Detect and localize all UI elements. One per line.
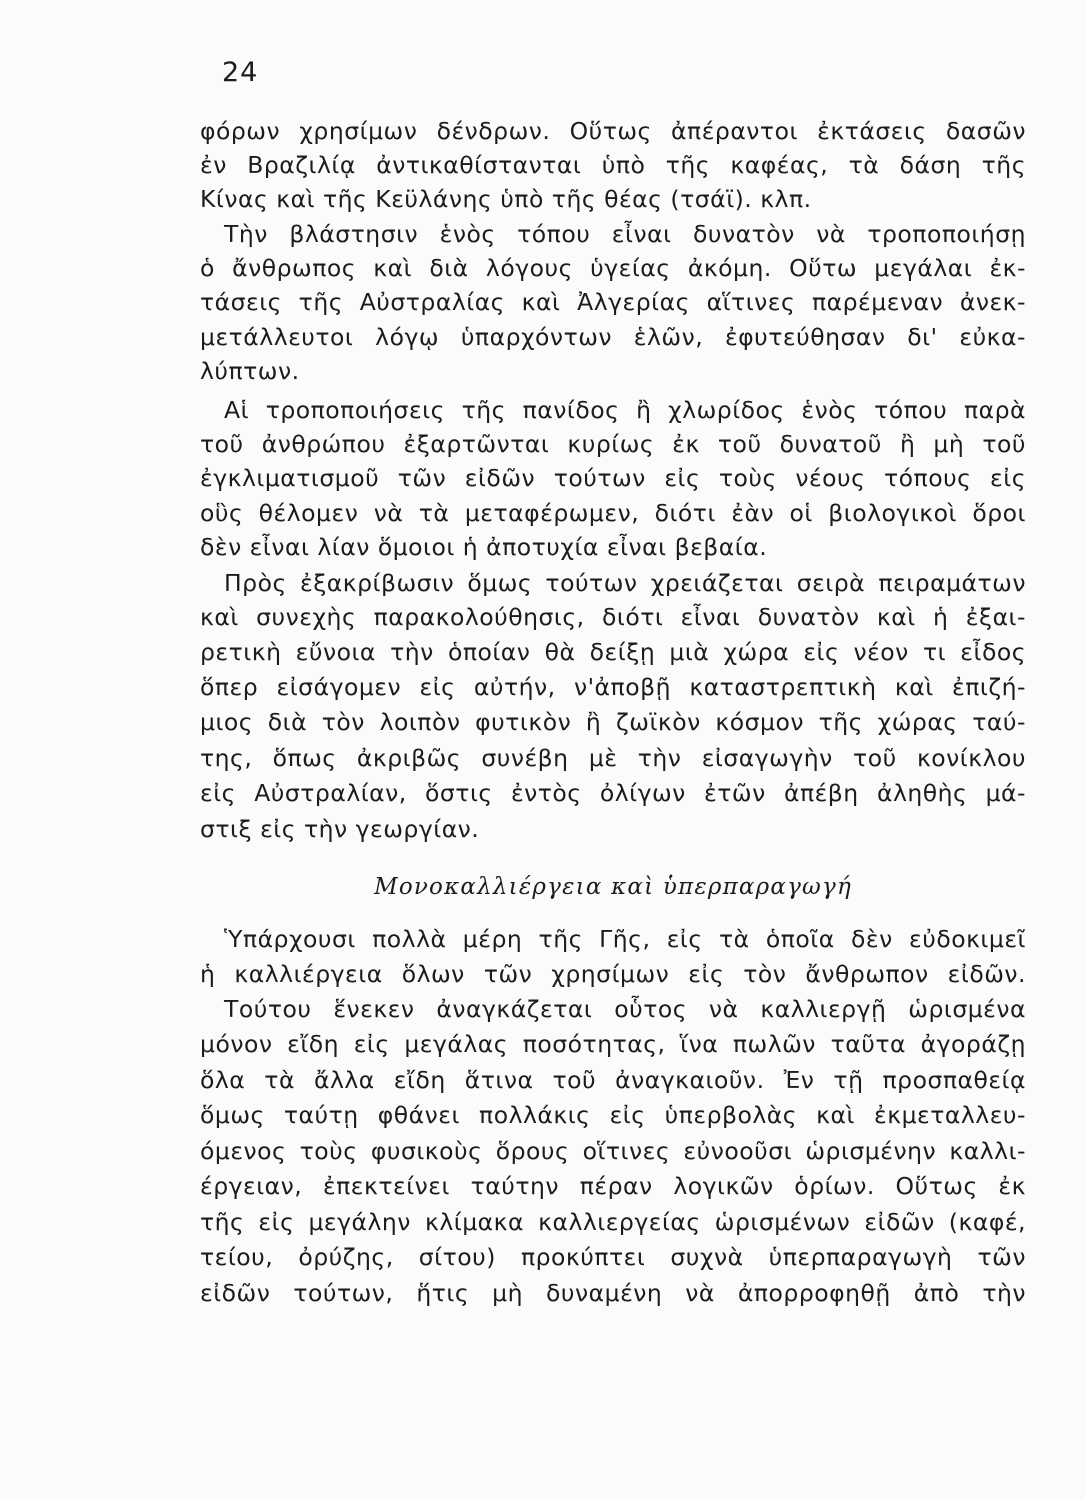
text-line: Αἱ τροποποιήσεις τῆς πανίδος ἢ χλωρίδος ἑνὸς τόπου παρὰ [224,396,1026,424]
text-line: τείου, ὀρύζης, σίτου) προκύπτει συχνὰ ὑπερπαραγωγὴ τῶν [200,1243,1026,1271]
text-line: Κίνας καὶ τῆς Κεϋλάνης ὑπὸ τῆς θέας (τσάϊ). κλπ. [200,185,812,213]
text-line: οὓς θέλομεν νὰ τὰ μεταφέρωμεν, διότι ἐὰν οἱ βιολογικοὶ ὅροι [200,499,1026,527]
section-heading: Μονοκαλλιέργεια καὶ ὑπερπαραγωγή [374,874,852,900]
text-line: μιος διὰ τὸν λοιπὸν φυτικὸν ἢ ζωϊκὸν κόσμον τῆς χώρας ταύ- [200,708,1026,736]
page-number: 24 [222,57,259,88]
text-line: τάσεις τῆς Αὐστραλίας καὶ Ἀλγερίας αἵτινες παρέμεναν ἀνεκ- [200,288,1026,316]
text-line: ὁ ἄνθρωπος καὶ διὰ λόγους ὑγείας ἀκόμη. Οὕτω μεγάλαι ἐκ- [200,254,1026,282]
text-line: εἰδῶν τούτων, ἥτις μὴ δυναμένη νὰ ἀπορροφηθῇ ἀπὸ τὴν [200,1279,1026,1307]
text-line: φόρων χρησίμων δένδρων. Οὕτως ἀπέραντοι ἐκτάσεις δασῶν [200,117,1026,145]
text-line: μόνον εἴδη εἰς μεγάλας ποσότητας, ἵνα πωλῶν ταῦτα ἀγοράζῃ [200,1030,1026,1058]
text-line: έργειαν, ἐπεκτείνει ταύτην πέραν λογικῶν ὁρίων. Οὕτως ἐκ [200,1172,1026,1200]
text-line: ρετικὴ εὔνοια τὴν ὁποίαν θὰ δείξῃ μιὰ χώρα εἰς νέον τι εἶδος [200,638,1026,666]
text-line: δὲν εἶναι λίαν ὅμοιοι ἡ ἀποτυχία εἶναι βεβαία. [200,533,768,561]
text-line: ὅμως ταύτῃ φθάνει πολλάκις εἰς ὑπερβολὰς καὶ ἐκμεταλλευ- [200,1101,1026,1129]
text-line: τοῦ ἀνθρώπου ἐξαρτῶνται κυρίως ἐκ τοῦ δυνατοῦ ἢ μὴ τοῦ [200,430,1026,458]
text-line: Τὴν βλάστησιν ἑνὸς τόπου εἶναι δυνατὸν νὰ τροποποιήσῃ [224,220,1026,248]
text-line: ὅπερ εἰσάγομεν εἰς αὐτήν, ν'ἀποβῇ καταστρεπτικὴ καὶ ἐπιζή- [200,673,1026,701]
text-line: τῆς εἰς μεγάλην κλίμακα καλλιεργείας ὡρισμένων εἰδῶν (καφέ, [200,1208,1026,1236]
text-line: ὅλα τὰ ἄλλα εἴδη ἅτινα τοῦ ἀναγκαιοῦν. Ἐν τῇ προσπαθείᾳ [200,1066,1026,1094]
text-line: όμενος τοὺς φυσικοὺς ὅρους οἵτινες εὐνοοῦσι ὡρισμένην καλλι- [200,1137,1026,1165]
text-line: Ὑπάρχουσι πολλὰ μέρη τῆς Γῆς, εἰς τὰ ὁποῖα δὲν εὐδοκιμεῖ [224,925,1026,953]
text-line: ἡ καλλιέργεια ὅλων τῶν χρησίμων εἰς τὸν ἄνθρωπον εἰδῶν. [200,960,1026,988]
text-line: μετάλλευτοι λόγῳ ὑπαρχόντων ἑλῶν, ἐφυτεύθησαν δι' εὐκα- [200,323,1026,351]
text-line: της, ὅπως ἀκριβῶς συνέβη μὲ τὴν εἰσαγωγὴν τοῦ κονίκλου [200,744,1026,772]
text-line: Πρὸς ἐξακρίβωσιν ὅμως τούτων χρειάζεται σειρὰ πειραμάτων [224,569,1026,597]
text-line: ἐγκλιματισμοῦ τῶν εἰδῶν τούτων εἰς τοὺς νέους τόπους εἰς [200,464,1026,492]
text-line: εἰς Αὐστραλίαν, ὅστις ἐντὸς ὀλίγων ἐτῶν ἀπέβη ἀληθὴς μά- [200,779,1026,807]
text-line: ἐν Βραζιλίᾳ ἀντικαθίστανται ὑπὸ τῆς καφέας, τὰ δάση τῆς [200,151,1026,179]
text-line: Τούτου ἕνεκεν ἀναγκάζεται οὗτος νὰ καλλιεργῇ ὡρισμένα [224,995,1026,1023]
text-line: καὶ συνεχὴς παρακολούθησις, διότι εἶναι δυνατὸν καὶ ἡ ἐξαι- [200,603,1026,631]
text-line: στιξ εἰς τὴν γεωργίαν. [200,815,480,843]
text-line: λύπτων. [200,357,300,385]
